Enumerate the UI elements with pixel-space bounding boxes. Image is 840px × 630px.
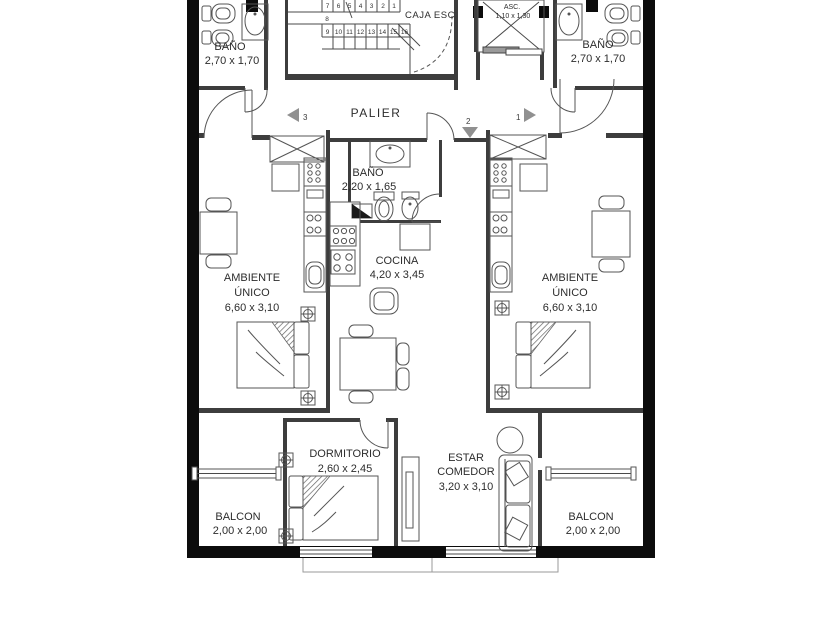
stove	[490, 212, 512, 236]
bed-headboard	[289, 476, 303, 507]
unit-marker-label: 3	[303, 113, 308, 122]
room-label-studio-right: ÚNICO	[552, 287, 588, 299]
room-label-balcon-right: BALCON	[568, 511, 614, 523]
stair-step-number: 7	[325, 3, 330, 10]
burner-grid	[304, 160, 326, 186]
table	[340, 338, 396, 390]
sofa-cushion	[506, 461, 530, 503]
chair	[349, 391, 373, 403]
room-label-palier: PALIER	[350, 106, 402, 120]
unit-entry-markers	[287, 108, 536, 138]
chair	[206, 255, 231, 268]
room-dims-balcon-right: 2,00 x 2,00	[565, 525, 621, 537]
toilet-tank	[374, 192, 394, 200]
sofa-cushion	[506, 505, 530, 547]
studio-left-dining	[200, 198, 237, 268]
sofa-pillow	[505, 462, 528, 485]
room-dims-balcon-left: 2,00 x 2,00	[212, 525, 268, 537]
stair-step-number: 6	[336, 3, 341, 10]
column-marker	[301, 307, 315, 321]
room-labels	[205, 38, 625, 537]
arrow-down-icon	[462, 127, 478, 138]
room-label-studio-left: ÚNICO	[234, 287, 270, 299]
bidet-tank	[631, 31, 640, 44]
room-label-studio-right: AMBIENTE	[541, 272, 599, 284]
chair	[206, 198, 231, 211]
room-dims-estar: 3,20 x 3,10	[438, 481, 494, 493]
kitchen-counter	[490, 158, 512, 292]
stair-step-number: 4	[358, 3, 363, 10]
chair	[349, 325, 373, 337]
room-dims-dormitorio: 2,60 x 2,45	[317, 463, 373, 475]
balcony-railings	[192, 467, 636, 480]
arrow-left-icon	[287, 108, 299, 122]
stove	[304, 212, 326, 236]
chair	[599, 196, 624, 209]
stair-guide-curve	[414, 16, 452, 72]
table	[200, 212, 237, 254]
stair-step-number: 12	[356, 29, 365, 36]
room-dims-bano-top-left: 2,70 x 1,70	[204, 55, 260, 67]
stair-step-number: 15	[389, 29, 398, 36]
lower-level-outline	[303, 558, 558, 572]
bathroom-top-left-fixtures	[202, 4, 268, 46]
elevator-dims: 1,10 x 1,30	[495, 13, 531, 20]
stairwell-label: CAJA ESC	[405, 10, 455, 21]
room-dims-bano-center: 2,20 x 1,65	[341, 181, 397, 193]
bed-headboard	[294, 355, 309, 388]
stair-step-number: 2	[381, 3, 385, 10]
staircase	[288, 0, 455, 74]
bed-headboard	[516, 322, 531, 354]
living-room-furniture	[497, 427, 532, 551]
stair-step-number: 3	[369, 3, 374, 10]
chair	[397, 343, 409, 365]
arrow-right-icon	[524, 108, 536, 122]
column-marker	[279, 529, 293, 543]
unit-marker-label: 2	[466, 117, 471, 126]
toilet-bowl	[212, 4, 235, 23]
room-label-balcon-left: BALCON	[215, 511, 261, 523]
bedroom-bed	[289, 476, 378, 540]
bidet-tank	[202, 31, 211, 44]
laundry-box-fill	[352, 204, 372, 218]
fridge	[272, 164, 299, 191]
sofa-pillow	[505, 517, 528, 540]
room-label-dormitorio: DORMITORIO	[309, 448, 381, 460]
chair	[397, 368, 409, 390]
stair-step-number: 16	[400, 29, 409, 36]
bed-pillow-hatch	[272, 322, 294, 352]
column-marker	[279, 453, 293, 467]
column-marker	[495, 301, 509, 315]
room-label-bano-top-right: BAÑO	[582, 39, 614, 51]
column-marker	[301, 391, 315, 405]
column-marker	[495, 385, 509, 399]
stair-step-number: 8	[325, 16, 329, 23]
center-dining	[340, 325, 409, 403]
studio-right-kitchenette	[490, 158, 547, 292]
elevator-label: ASC.	[503, 4, 521, 11]
burner-grid	[490, 160, 512, 186]
toilet-tank	[202, 6, 211, 21]
room-dims-studio-right: 6,60 x 3,10	[542, 302, 598, 314]
sink-basin	[559, 7, 579, 35]
toilet-tank	[631, 6, 640, 21]
bed-pillow-hatch	[303, 476, 330, 508]
toilet-bowl	[605, 4, 628, 23]
elevator	[478, 0, 544, 55]
studio-right-dining	[592, 196, 630, 272]
unit-marker-label: 1	[516, 113, 521, 122]
room-dims-bano-top-right: 2,70 x 1,70	[570, 53, 626, 65]
round-table	[497, 427, 523, 453]
bed-pillow-hatch	[531, 322, 556, 354]
fridge	[520, 164, 547, 191]
room-label-studio-left: AMBIENTE	[223, 272, 281, 284]
bed-headboard	[289, 508, 303, 540]
room-label-cocina: COCINA	[375, 255, 419, 267]
stair-step-number: 5	[347, 3, 352, 10]
room-label-estar: ESTAR	[448, 452, 484, 464]
room-label-bano-center: BAÑO	[352, 167, 384, 179]
room-dims-studio-left: 6,60 x 3,10	[224, 302, 280, 314]
stair-step-number: 9	[325, 29, 330, 36]
stair-step-numbers	[325, 3, 408, 36]
table	[592, 211, 630, 257]
fridge	[400, 224, 430, 250]
kitchen-counter	[304, 158, 326, 292]
room-dims-cocina: 4,20 x 3,45	[369, 269, 425, 281]
bidet-tank	[402, 192, 419, 199]
room-label-estar: COMEDOR	[437, 466, 495, 478]
bed-headboard	[294, 322, 309, 354]
stair-step-number: 14	[378, 29, 387, 36]
stair-step-number: 11	[346, 29, 353, 36]
studio-left-bed	[237, 322, 309, 388]
bed-headboard	[516, 355, 531, 388]
stair-step-number: 1	[392, 3, 396, 10]
room-label-bano-top-left: BAÑO	[214, 41, 246, 53]
elevator-door	[506, 49, 542, 55]
stair-step-number: 13	[367, 29, 376, 36]
stair-step-number: 10	[334, 29, 343, 36]
chair	[599, 259, 624, 272]
studio-right-bed	[516, 322, 590, 388]
wardrobe	[402, 457, 419, 541]
